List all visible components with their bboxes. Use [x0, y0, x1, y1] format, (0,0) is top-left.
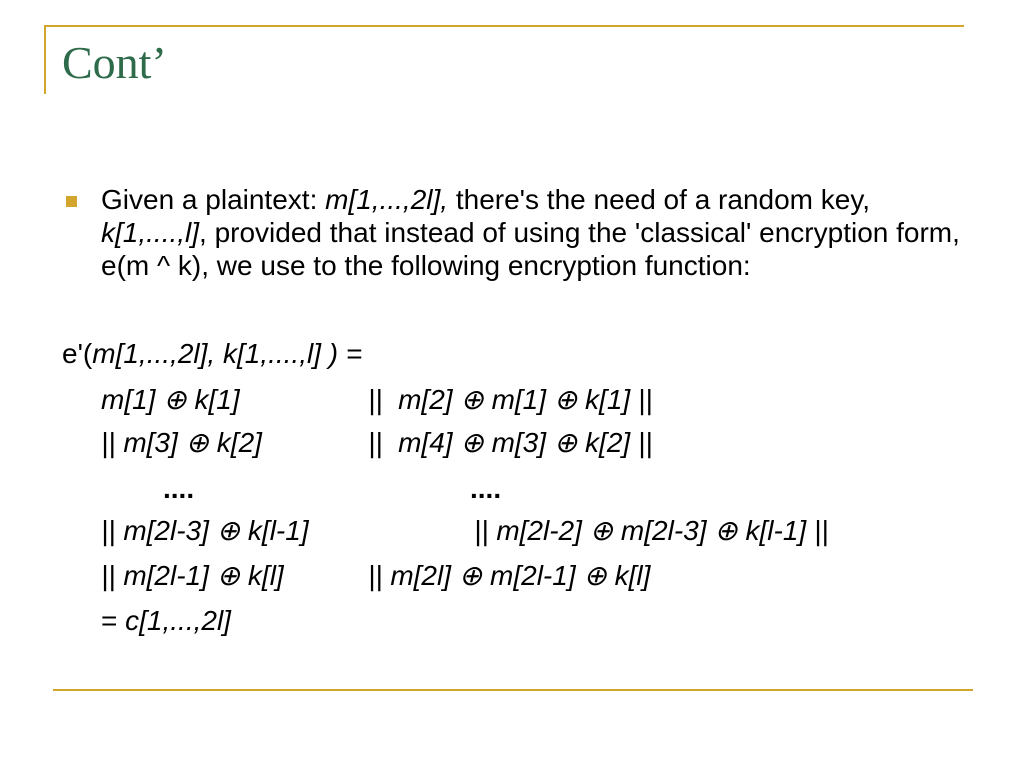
- formula-head-prefix: e'(: [62, 338, 93, 369]
- frame-top-line: [44, 25, 964, 27]
- formula-row-2-left: || m[3] ⊕ k[2]: [101, 427, 262, 458]
- formula-row-3-left-ellipsis: ....: [163, 473, 195, 504]
- bullet-text-3: there's the need of a random key,: [448, 184, 871, 215]
- formula-row-6-ciphertext: c[1,...,2l]: [125, 605, 231, 636]
- formula-row-1-left: m[1] ⊕ k[1]: [101, 384, 240, 415]
- bullet-paragraph: [101, 183, 971, 282]
- bullet-text-1: Given a plaintext:: [101, 184, 326, 215]
- formula-head: [62, 337, 362, 370]
- formula-head-args: m[1,...,2l], k[1,....,l] ) =: [92, 338, 363, 369]
- formula-row-4-left: || m[2l-3] ⊕ k[l-1]: [101, 515, 309, 546]
- formula-row-3-right-ellipsis: ....: [470, 473, 502, 504]
- formula-row-5-left: || m[2l-1] ⊕ k[l]: [101, 560, 284, 591]
- bullet-text-plaintext-var: m[1,...,2l],: [325, 184, 449, 215]
- formula-row-6-equals: =: [101, 605, 126, 636]
- frame-vertical-line: [44, 26, 46, 94]
- bullet-text-key-var: k[1,....,l]: [101, 217, 200, 248]
- formula-row-5-right: || m[2l] ⊕ m[2l-1] ⊕ k[l]: [368, 560, 651, 591]
- square-bullet-icon: [66, 196, 77, 207]
- formula-row-4-right: || m[2l-2] ⊕ m[2l-3] ⊕ k[l-1] ||: [474, 515, 829, 546]
- slide-title: Cont’: [62, 37, 167, 88]
- formula-row-2-right: || m[4] ⊕ m[3] ⊕ k[2] ||: [368, 427, 653, 458]
- formula-row-6: [101, 604, 231, 637]
- frame-bottom-line: [53, 689, 973, 691]
- formula-row-1-right: || m[2] ⊕ m[1] ⊕ k[1] ||: [368, 384, 653, 415]
- bullet-text-5: , provided that instead of using the 'classical' encryption form, e(m ^ k), we use to the following encryption function:: [101, 217, 960, 281]
